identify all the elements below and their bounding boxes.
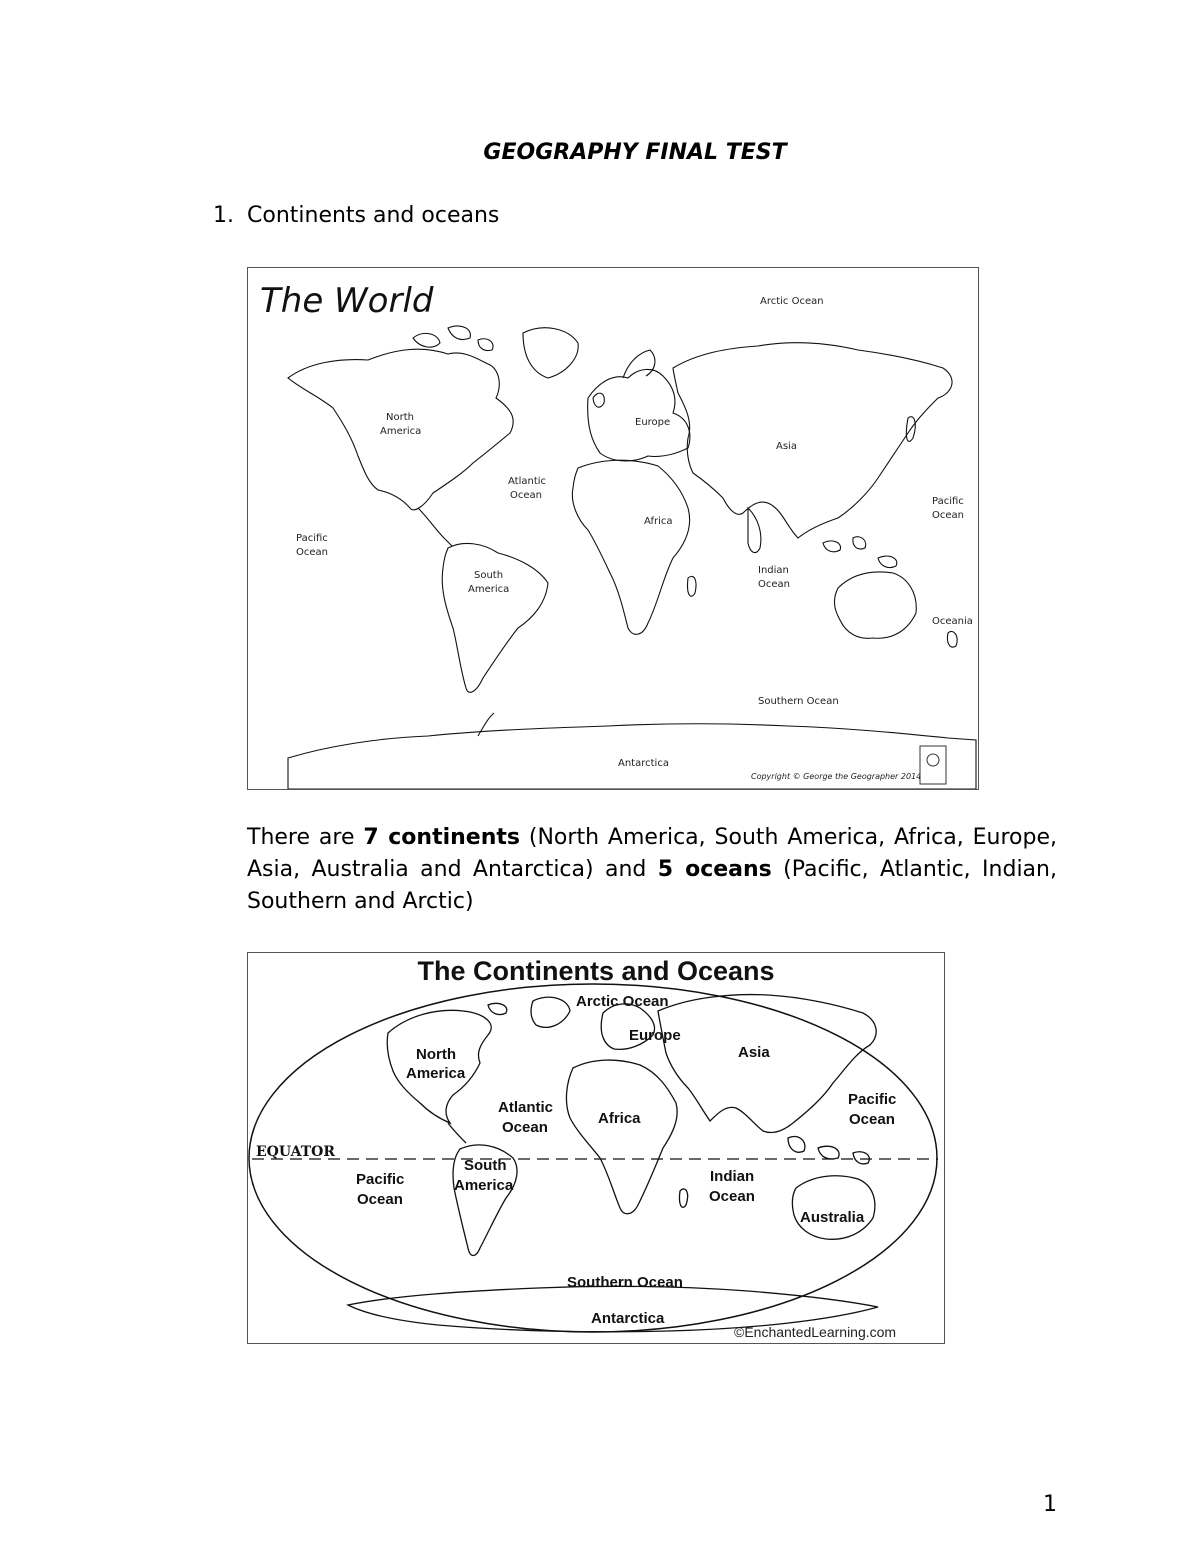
label-pacific-east-2a: Pacific bbox=[848, 1091, 897, 1108]
label-pacific-east-2: Ocean bbox=[932, 510, 964, 521]
label-pacific-west-2: Ocean bbox=[296, 547, 328, 558]
label-south-america-2a: South bbox=[464, 1157, 507, 1174]
world-map-copyright: Copyright © George the Geographer 2014 bbox=[751, 772, 922, 781]
label-arctic-ocean-2: Arctic Ocean bbox=[576, 993, 669, 1010]
label-atlantic-2a: Atlantic bbox=[498, 1099, 554, 1116]
label-south-america-1: South bbox=[474, 570, 504, 581]
label-north-america-1: North bbox=[386, 412, 414, 423]
label-indian-2: Ocean bbox=[758, 579, 790, 590]
label-australia-2: Australia bbox=[800, 1209, 865, 1226]
page-title: GEOGRAPHY FINAL TEST bbox=[483, 140, 787, 165]
label-north-america-2a: North bbox=[416, 1046, 456, 1063]
label-atlantic-1: Atlantic bbox=[508, 476, 547, 487]
continents-map-title: The Continents and Oceans bbox=[417, 956, 775, 986]
continents-oceans-paragraph bbox=[247, 822, 1057, 918]
label-pacific-west-2a: Pacific bbox=[356, 1171, 405, 1188]
continents-oceans-svg bbox=[248, 953, 944, 1343]
question-number: 1. bbox=[213, 203, 234, 228]
label-antarctica: Antarctica bbox=[618, 758, 669, 769]
continents-oceans-figure bbox=[247, 952, 945, 1344]
label-atlantic-2b: Ocean bbox=[502, 1119, 548, 1136]
question-1-heading bbox=[213, 203, 499, 228]
label-pacific-east-2b: Ocean bbox=[849, 1111, 895, 1128]
label-south-america-2: America bbox=[468, 584, 510, 595]
label-arctic-ocean: Arctic Ocean bbox=[760, 296, 824, 307]
label-indian-2b: Ocean bbox=[709, 1188, 755, 1205]
label-south-america-2b: America bbox=[454, 1177, 514, 1194]
label-antarctica-2: Antarctica bbox=[591, 1310, 665, 1327]
para-text-1: There are bbox=[247, 825, 364, 850]
world-map-svg bbox=[248, 268, 978, 789]
para-bold-oceans: 5 oceans bbox=[657, 857, 772, 882]
label-indian-2a: Indian bbox=[710, 1168, 755, 1185]
george-logo-icon bbox=[920, 746, 946, 784]
label-europe: Europe bbox=[635, 417, 671, 428]
label-africa-2: Africa bbox=[598, 1110, 641, 1127]
para-bold-continents: 7 continents bbox=[363, 825, 520, 850]
page-number: 1 bbox=[1043, 1492, 1057, 1517]
label-oceania: Oceania bbox=[932, 616, 973, 627]
label-southern-ocean: Southern Ocean bbox=[758, 696, 839, 707]
label-southern-ocean-2: Southern Ocean bbox=[567, 1274, 683, 1291]
world-map-outlines bbox=[288, 326, 976, 789]
label-europe-2: Europe bbox=[629, 1027, 681, 1044]
label-indian-1: Indian bbox=[758, 565, 789, 576]
label-pacific-east-1: Pacific bbox=[932, 496, 964, 507]
para-text-2: (North America, South America, Africa, Europe, Asia, Australia and Antarctica) and bbox=[247, 825, 1058, 882]
world-map-figure bbox=[247, 267, 979, 790]
george-logo-head bbox=[927, 754, 939, 766]
para-text-3: (Pacific, Atlantic, Indian, Southern and Arctic) bbox=[247, 857, 1057, 914]
label-africa: Africa bbox=[644, 516, 673, 527]
label-asia-2: Asia bbox=[738, 1044, 770, 1061]
label-north-america-2b: America bbox=[406, 1065, 466, 1082]
continents-map-copyright: ©EnchantedLearning.com bbox=[734, 1324, 897, 1340]
label-equator: EQUATOR bbox=[256, 1144, 335, 1160]
label-pacific-west-2b: Ocean bbox=[357, 1191, 403, 1208]
question-text: Continents and oceans bbox=[247, 203, 500, 228]
label-atlantic-2: Ocean bbox=[510, 490, 542, 501]
label-north-america-2: America bbox=[380, 426, 422, 437]
label-asia: Asia bbox=[776, 441, 797, 452]
world-map-title: The World bbox=[260, 281, 434, 321]
label-pacific-west-1: Pacific bbox=[296, 533, 328, 544]
